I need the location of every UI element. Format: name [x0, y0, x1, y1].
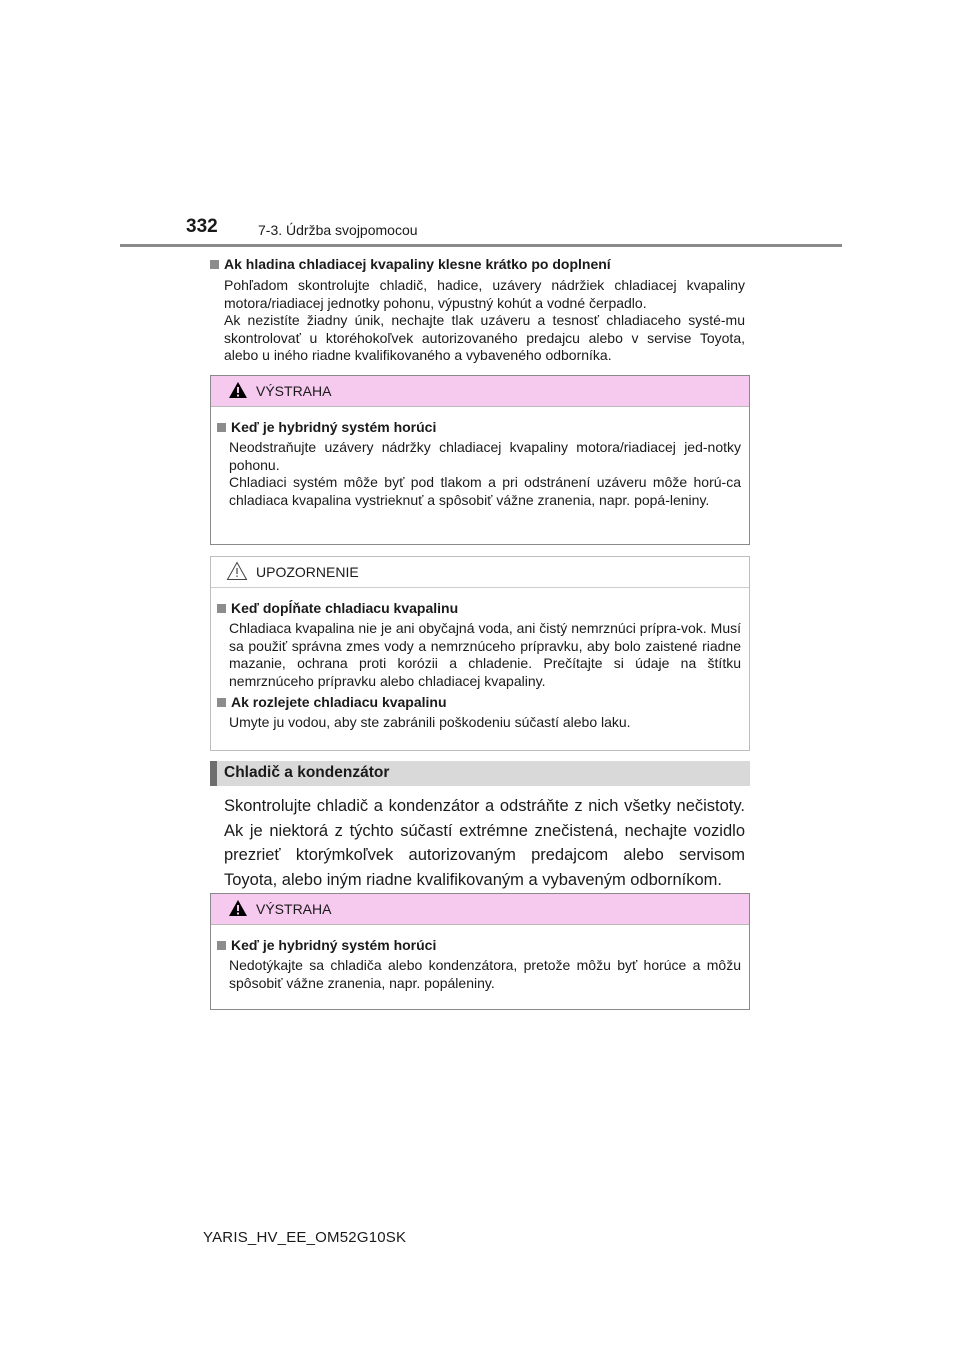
square-bullet-icon — [217, 941, 226, 950]
square-bullet-icon — [217, 698, 226, 707]
intro-text-2: Ak nezistíte žiadny únik, nechajte tlak uzáveru a tesnosť chladiaceho systé-mu skontrolovať u ktoréhokoľvek autorizovaného predajcu alebo v servise Toyota, alebo u iného riadne kvalifikovaného a vybaveného odborníka. — [224, 312, 745, 363]
square-bullet-icon — [217, 604, 226, 613]
warning-label: VÝSTRAHA — [256, 901, 332, 917]
warning-triangle-icon — [228, 899, 248, 917]
warning-header — [211, 894, 749, 925]
warning-text-1: Neodstraňujte uzávery nádržky chladiacej kvapaliny motora/riadiacej jed-notky pohonu. — [229, 439, 741, 473]
warning-box-2 — [210, 893, 750, 1010]
square-bullet-icon — [217, 423, 226, 432]
intro-heading: Ak hladina chladiacej kvapaliny klesne krátko po doplnení — [210, 256, 745, 273]
warning-text: Nedotýkajte sa chladiča alebo kondenzátora, pretože môžu byť horúce a môžu spôsobiť vážne zranenia, napr. popáleniny. — [229, 957, 741, 991]
warning-heading: Keď je hybridný systém horúci — [217, 419, 741, 436]
warning-text-2: Chladiaci systém môže byť pod tlakom a pri odstránení uzáveru môže horú-ca chladiaca kvapalina vystrieknuť a spôsobiť vážne zranenia, napr. popá-leniny. — [229, 474, 741, 508]
warning-header — [211, 376, 749, 407]
notice-text-2: Umyte ju vodou, aby ste zabránili poškodeniu súčastí alebo laku. — [229, 714, 631, 730]
notice-label: UPOZORNENIE — [256, 564, 359, 580]
square-bullet-icon — [210, 260, 219, 269]
page-number: 332 — [186, 216, 218, 237]
intro-block — [210, 256, 745, 365]
notice-box — [210, 556, 750, 751]
notice-heading-1: Keď dopĺňate chladiacu kvapalinu — [217, 600, 741, 617]
warning-label: VÝSTRAHA — [256, 383, 332, 399]
section-paragraph: Skontrolujte chladič a kondenzátor a odstráňte z nich všetky nečistoty. Ak je niektorá z týchto súčastí extrémne znečistená, nechajte vozidlo prezrieť ktorýmkoľvek autorizovaným predajcom alebo servisom Toyota, alebo iným riadne kvalifikovaným a vybaveným odborníkom. — [224, 797, 745, 889]
section-heading-marker — [210, 761, 217, 786]
warning-box-1 — [210, 375, 750, 545]
notice-heading-2: Ak rozlejete chladiacu kvapalinu — [217, 694, 741, 711]
section-heading: Chladič a kondenzátor — [224, 764, 390, 781]
document-code: YARIS_HV_EE_OM52G10SK — [203, 1229, 407, 1246]
section-title: 7-3. Údržba svojpomocou — [258, 222, 418, 238]
caution-triangle-icon — [226, 561, 248, 581]
intro-text-1: Pohľadom skontrolujte chladič, hadice, uzávery nádržiek chladiacej kvapaliny motora/riadiacej jednotky pohonu, výpustný kohút a vodné čerpadlo. — [224, 277, 745, 311]
warning-triangle-icon — [228, 381, 248, 399]
header-divider — [120, 244, 842, 247]
notice-header — [211, 557, 749, 588]
notice-text-1: Chladiaca kvapalina nie je ani obyčajná voda, ani čistý nemrznúci prípra-vok. Musí sa použiť správna zmes vody a nemrznúceho prípravku, aby bolo zaistené riadne mazanie, ochrana proti korózii a chladenie. Prečítajte si údaje na štítku nemrznúceho prípravku alebo chladiacej kvapaliny. — [229, 620, 741, 689]
section-heading-band — [210, 761, 750, 786]
warning-heading: Keď je hybridný systém horúci — [217, 937, 741, 954]
